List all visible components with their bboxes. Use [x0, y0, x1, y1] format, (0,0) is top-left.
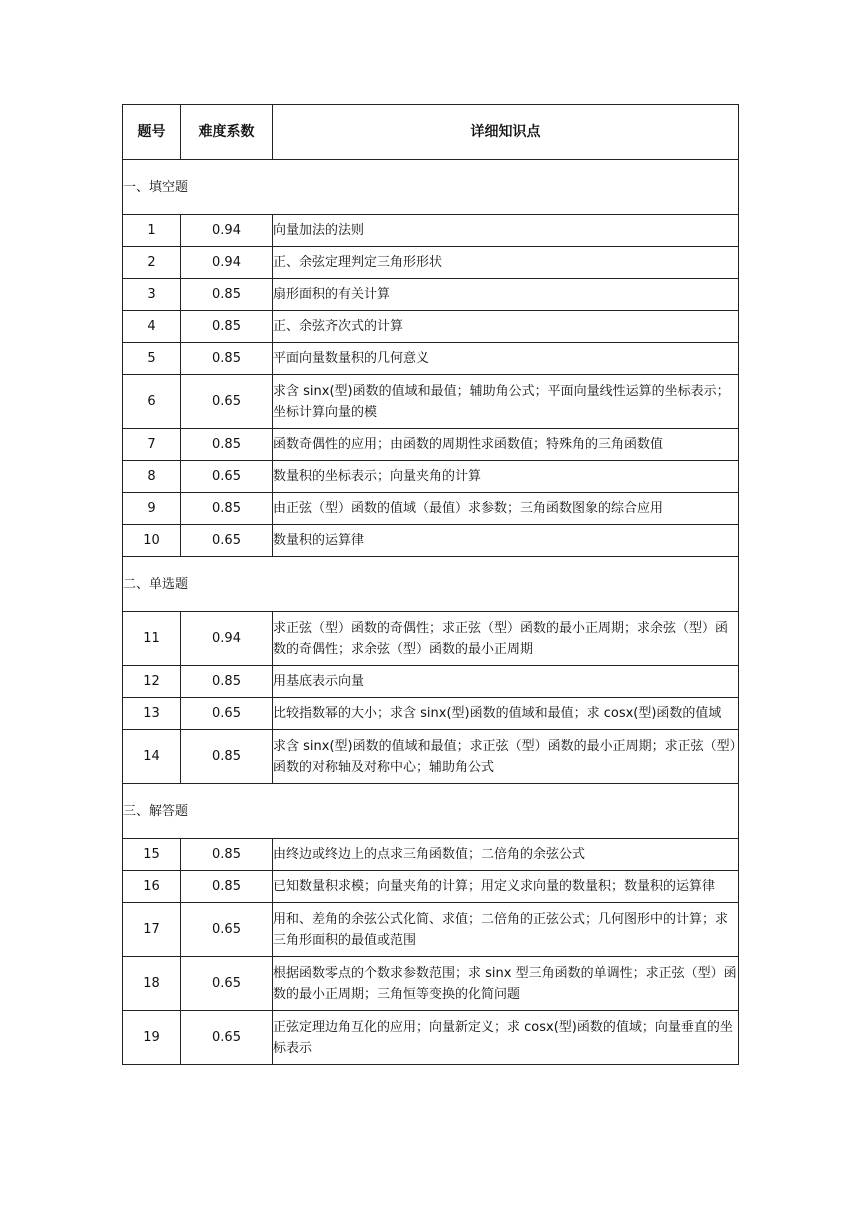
- question-number: 14: [123, 730, 181, 784]
- question-number: 17: [123, 903, 181, 957]
- difficulty-value: 0.65: [181, 903, 273, 957]
- difficulty-value: 0.65: [181, 525, 273, 557]
- table-row: [123, 279, 739, 311]
- question-number: 4: [123, 311, 181, 343]
- knowledge-points: 求正弦（型）函数的奇偶性；求正弦（型）函数的最小正周期；求余弦（型）函数的奇偶性；求余弦（型）函数的最小正周期: [273, 612, 739, 666]
- knowledge-points: 根据函数零点的个数求参数范围；求 sinx 型三角函数的单调性；求正弦（型）函数的最小正周期；三角恒等变换的化简问题: [273, 957, 739, 1011]
- question-number: 8: [123, 461, 181, 493]
- section-fill-in-blank: [123, 160, 739, 557]
- knowledge-points: 正、余弦定理判定三角形形状: [273, 247, 739, 279]
- question-number: 10: [123, 525, 181, 557]
- section-title: 三、解答题: [123, 784, 739, 839]
- table-row: [123, 839, 739, 871]
- knowledge-points: 求含 sinx(型)函数的值域和最值；辅助角公式；平面向量线性运算的坐标表示；坐标计算向量的模: [273, 375, 739, 429]
- question-number: 16: [123, 871, 181, 903]
- difficulty-value: 0.65: [181, 461, 273, 493]
- question-number: 12: [123, 666, 181, 698]
- knowledge-points: 由终边或终边上的点求三角函数值；二倍角的余弦公式: [273, 839, 739, 871]
- section-single-choice: [123, 557, 739, 784]
- knowledge-points: 求含 sinx(型)函数的值域和最值；求正弦（型）函数的最小正周期；求正弦（型）函数的对称轴及对称中心；辅助角公式: [273, 730, 739, 784]
- table-row: [123, 612, 739, 666]
- table-row: [123, 429, 739, 461]
- difficulty-value: 0.85: [181, 871, 273, 903]
- question-number: 13: [123, 698, 181, 730]
- section-row: [123, 160, 739, 215]
- difficulty-value: 0.85: [181, 429, 273, 461]
- knowledge-points: 函数奇偶性的应用；由函数的周期性求函数值；特殊角的三角函数值: [273, 429, 739, 461]
- difficulty-value: 0.85: [181, 730, 273, 784]
- question-number: 11: [123, 612, 181, 666]
- difficulty-value: 0.85: [181, 343, 273, 375]
- knowledge-points: 扇形面积的有关计算: [273, 279, 739, 311]
- knowledge-points: 向量加法的法则: [273, 215, 739, 247]
- table-row: [123, 666, 739, 698]
- difficulty-value: 0.85: [181, 493, 273, 525]
- knowledge-points: 由正弦（型）函数的值域（最值）求参数；三角函数图象的综合应用: [273, 493, 739, 525]
- difficulty-value: 0.85: [181, 279, 273, 311]
- table-row: [123, 461, 739, 493]
- question-number: 7: [123, 429, 181, 461]
- table-row: [123, 730, 739, 784]
- section-row: [123, 557, 739, 612]
- header-question-number: 题号: [123, 105, 181, 160]
- table-row: [123, 247, 739, 279]
- section-title: 二、单选题: [123, 557, 739, 612]
- difficulty-value: 0.94: [181, 215, 273, 247]
- question-number: 18: [123, 957, 181, 1011]
- difficulty-value: 0.94: [181, 247, 273, 279]
- table-row: [123, 525, 739, 557]
- section-solution: [123, 784, 739, 1065]
- question-number: 15: [123, 839, 181, 871]
- question-number: 5: [123, 343, 181, 375]
- question-number: 1: [123, 215, 181, 247]
- table-row: [123, 215, 739, 247]
- difficulty-value: 0.94: [181, 612, 273, 666]
- question-number: 6: [123, 375, 181, 429]
- question-number: 9: [123, 493, 181, 525]
- header-knowledge-points: 详细知识点: [273, 105, 739, 160]
- table-row: [123, 903, 739, 957]
- difficulty-value: 0.85: [181, 666, 273, 698]
- difficulty-value: 0.85: [181, 839, 273, 871]
- table-row: [123, 343, 739, 375]
- section-row: [123, 784, 739, 839]
- knowledge-points: 数量积的坐标表示；向量夹角的计算: [273, 461, 739, 493]
- knowledge-points: 数量积的运算律: [273, 525, 739, 557]
- header-difficulty: 难度系数: [181, 105, 273, 160]
- question-number: 19: [123, 1011, 181, 1065]
- table-row: [123, 871, 739, 903]
- table-header-row: [123, 105, 739, 160]
- question-number: 2: [123, 247, 181, 279]
- difficulty-value: 0.65: [181, 698, 273, 730]
- difficulty-value: 0.65: [181, 375, 273, 429]
- table-row: [123, 1011, 739, 1065]
- difficulty-value: 0.85: [181, 311, 273, 343]
- knowledge-points: 正、余弦齐次式的计算: [273, 311, 739, 343]
- knowledge-points: 用和、差角的余弦公式化简、求值；二倍角的正弦公式；几何图形中的计算；求三角形面积的最值或范围: [273, 903, 739, 957]
- knowledge-points: 平面向量数量积的几何意义: [273, 343, 739, 375]
- difficulty-value: 0.65: [181, 1011, 273, 1065]
- table-row: [123, 311, 739, 343]
- section-title: 一、填空题: [123, 160, 739, 215]
- knowledge-point-table: [122, 104, 739, 1065]
- table-row: [123, 375, 739, 429]
- table-row: [123, 957, 739, 1011]
- knowledge-points: 正弦定理边角互化的应用；向量新定义；求 cosx(型)函数的值域；向量垂直的坐标表示: [273, 1011, 739, 1065]
- knowledge-points: 已知数量积求模；向量夹角的计算；用定义求向量的数量积；数量积的运算律: [273, 871, 739, 903]
- table-row: [123, 493, 739, 525]
- knowledge-points: 比较指数幂的大小；求含 sinx(型)函数的值域和最值；求 cosx(型)函数的值域: [273, 698, 739, 730]
- question-number: 3: [123, 279, 181, 311]
- table-row: [123, 698, 739, 730]
- knowledge-points: 用基底表示向量: [273, 666, 739, 698]
- difficulty-value: 0.65: [181, 957, 273, 1011]
